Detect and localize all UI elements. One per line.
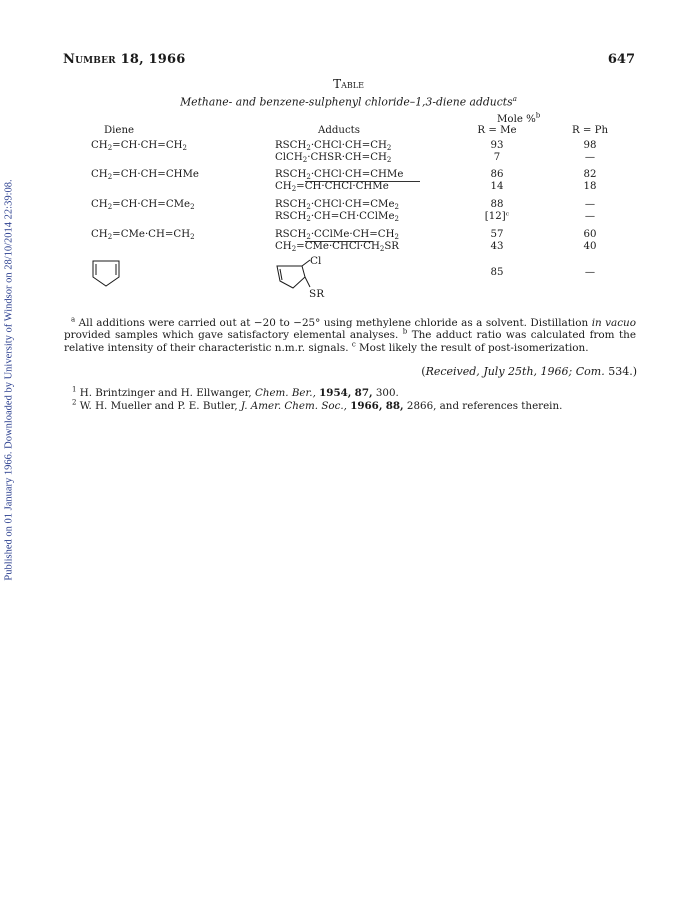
ph-value: — [584,267,596,278]
diene-cell: $CH_2=CH\cdot CH=CH_2$ [91,140,187,152]
diene-cell: $CH_2=CH\cdot CH=CMe_2$ [91,199,195,211]
me-value: [12]ᶜ [484,211,510,222]
chloro-sulphenyl-cyclopentene-structure [272,253,352,301]
ph-value: — [584,199,596,210]
ph-value: 60 [583,229,597,240]
connector-line [305,241,373,242]
sr-label: SR [309,288,325,300]
table-caption: Methane- and benzene-sulphenyl chloride–1,3-diene adducts$^a$ [180,95,517,109]
adduct-cell: $CH_2=CH\cdot CHCl\cdot CHMe$ [275,181,389,193]
adduct-cell: $RSCH_2\cdot CHCl\cdot CH=CMe_2$ [275,199,399,211]
ph-value: — [584,211,596,222]
me-value: 86 [490,169,504,180]
cyclopentadiene-structure [86,255,136,291]
column-header-r-me: R = Me [477,125,517,136]
adduct-cell: $CH_2=CMe\cdot CHCl\cdot CH_2SR$ [275,241,399,253]
cl-label: Cl [310,255,322,267]
adduct-cell: $RSCH_2\cdot CHCl\cdot CH=CH_2$ [275,140,392,152]
adduct-cell: $RSCH_2\cdot CH=CH\cdot CClMe_2$ [275,211,399,223]
received-date: (Received, July 25th, 1966; Com. 534.) [421,365,637,378]
reference-2: $^2$ W. H. Mueller and P. E. Butler, J. Amer. Chem. Soc., 1966, 88, 2866, and references therein. [72,398,563,412]
ph-value: 18 [583,181,597,192]
table-footnotes: $^a$ All additions were carried out at −20 to −25° using methylene chloride as a solvent. Distillation in vacuo provided samples which gave satisfactory elemental analyses. $^b$ The adduct ratio was calculated from the relative intensity of their characteristic n.m.r. signals. $^c$ Most likely the result of post-isomerization. [64,315,637,354]
ph-value: — [584,152,596,163]
ph-value: 82 [583,169,597,180]
side-note-text: Published on 01 January 1966. Downloaded by University of Windsor on 28/10/2014 22:39:08. [3,179,15,581]
me-value: 57 [490,229,504,240]
adduct-cell: $RSCH_2\cdot CClMe\cdot CH=CH_2$ [275,229,399,241]
table-title: Table [333,77,364,91]
connector-line [305,181,420,182]
me-value: 14 [490,181,504,192]
adduct-cell: $RSCH_2\cdot CHCl\cdot CH=CHMe$ [275,169,404,181]
reference-1: $^1$ H. Brintzinger and H. Ellwanger, Chem. Ber., 1954, 87, 300. [72,385,399,399]
ph-value: 40 [583,241,597,252]
me-value: 85 [490,267,504,278]
publication-side-note [2,150,16,610]
mole-percent-header: Mole %$^b$ [497,111,541,125]
column-header-r-ph: R = Ph [571,125,609,136]
ph-value: 98 [583,140,597,151]
me-value: 43 [490,241,504,252]
diene-cell: $CH_2=CMe\cdot CH=CH_2$ [91,229,195,241]
me-value: 93 [490,140,504,151]
column-header-adducts: Adducts [318,125,360,136]
journal-issue-header: Number 18, 1966 [63,52,186,67]
me-value: 88 [490,199,504,210]
me-value: 7 [493,152,501,163]
column-header-diene: Diene [104,125,135,136]
adduct-cell: $ClCH_2\cdot CHSR\cdot CH=CH_2$ [275,152,392,164]
diene-cell: $CH_2=CH\cdot CH=CHMe$ [91,169,199,181]
page-number: 647 [607,52,635,67]
